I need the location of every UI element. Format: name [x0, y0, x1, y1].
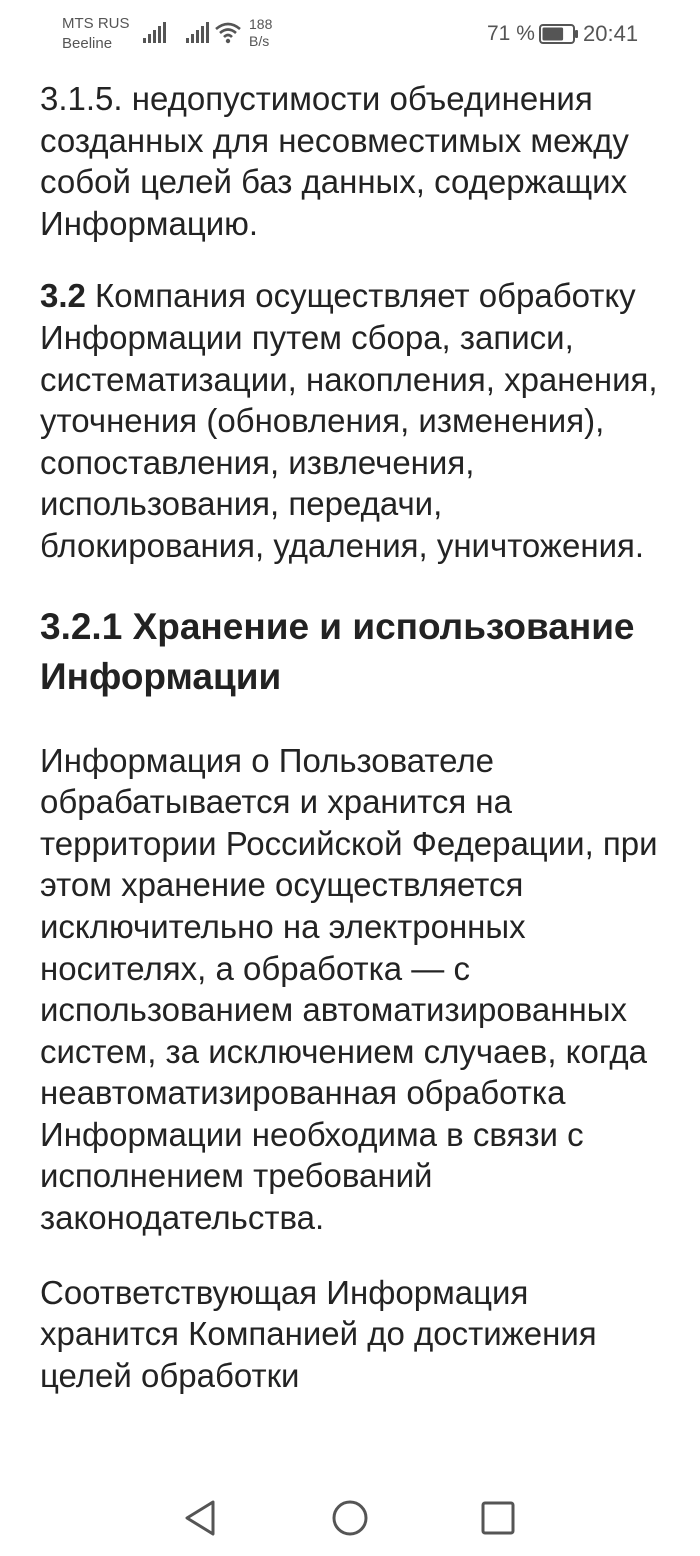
battery-icon: [539, 24, 579, 44]
signal-icon: [142, 22, 166, 44]
paragraph-retention: Соответствующая Информация хранится Компанией до достижения целей обработки: [40, 1273, 597, 1394]
network-speed: [249, 16, 272, 50]
network-speed-value: 188: [249, 16, 273, 32]
section-heading-3-2-1: 3.2.1 Хранение и использование Информации: [40, 605, 635, 697]
section-number-3-2: 3.2: [40, 277, 86, 315]
signal-icon: [185, 22, 209, 44]
paragraph-information-storage: Информация о Пользователе обрабатывается и хранится на территории Российской Федерации, при этом хранение осуществляется исключительно на электронных носителях, а обработка — с использованием автоматизированных систем, за исключением случаев, когда неавтоматизированная обработка Информации необходима в связи с исполнением требований законодательства.: [40, 741, 658, 1237]
paragraph-3-2-text: Компания осуществляет обработку Информации путем сбора, записи, систематизации, накопления, хранения, уточнения (обновления, изменения), сопоставления, извлечения, использования, передачи, блокирования, удаления, уничтожения.: [40, 277, 658, 564]
document-content[interactable]: [40, 78, 665, 1478]
network-speed-unit: B/s: [249, 33, 270, 49]
back-icon[interactable]: [181, 1498, 221, 1538]
clock: 20:41: [583, 21, 639, 46]
carrier-info: [62, 14, 130, 54]
navigation-bar: [0, 1478, 700, 1556]
recent-apps-icon[interactable]: [478, 1498, 518, 1538]
battery-percent: 71 %: [487, 22, 535, 45]
paragraph-3-1-5: 3.1.5. недопустимости объединения созданных для несовместимых между собой целей баз данных, содержащих Информацию.: [40, 80, 629, 242]
paragraph-3-2: [40, 275, 665, 566]
wifi-icon: [215, 20, 241, 44]
carrier-2: Beeline: [62, 35, 113, 52]
carrier-1: MTS RUS: [62, 15, 130, 32]
status-bar: [0, 0, 700, 70]
home-icon[interactable]: [330, 1498, 370, 1538]
